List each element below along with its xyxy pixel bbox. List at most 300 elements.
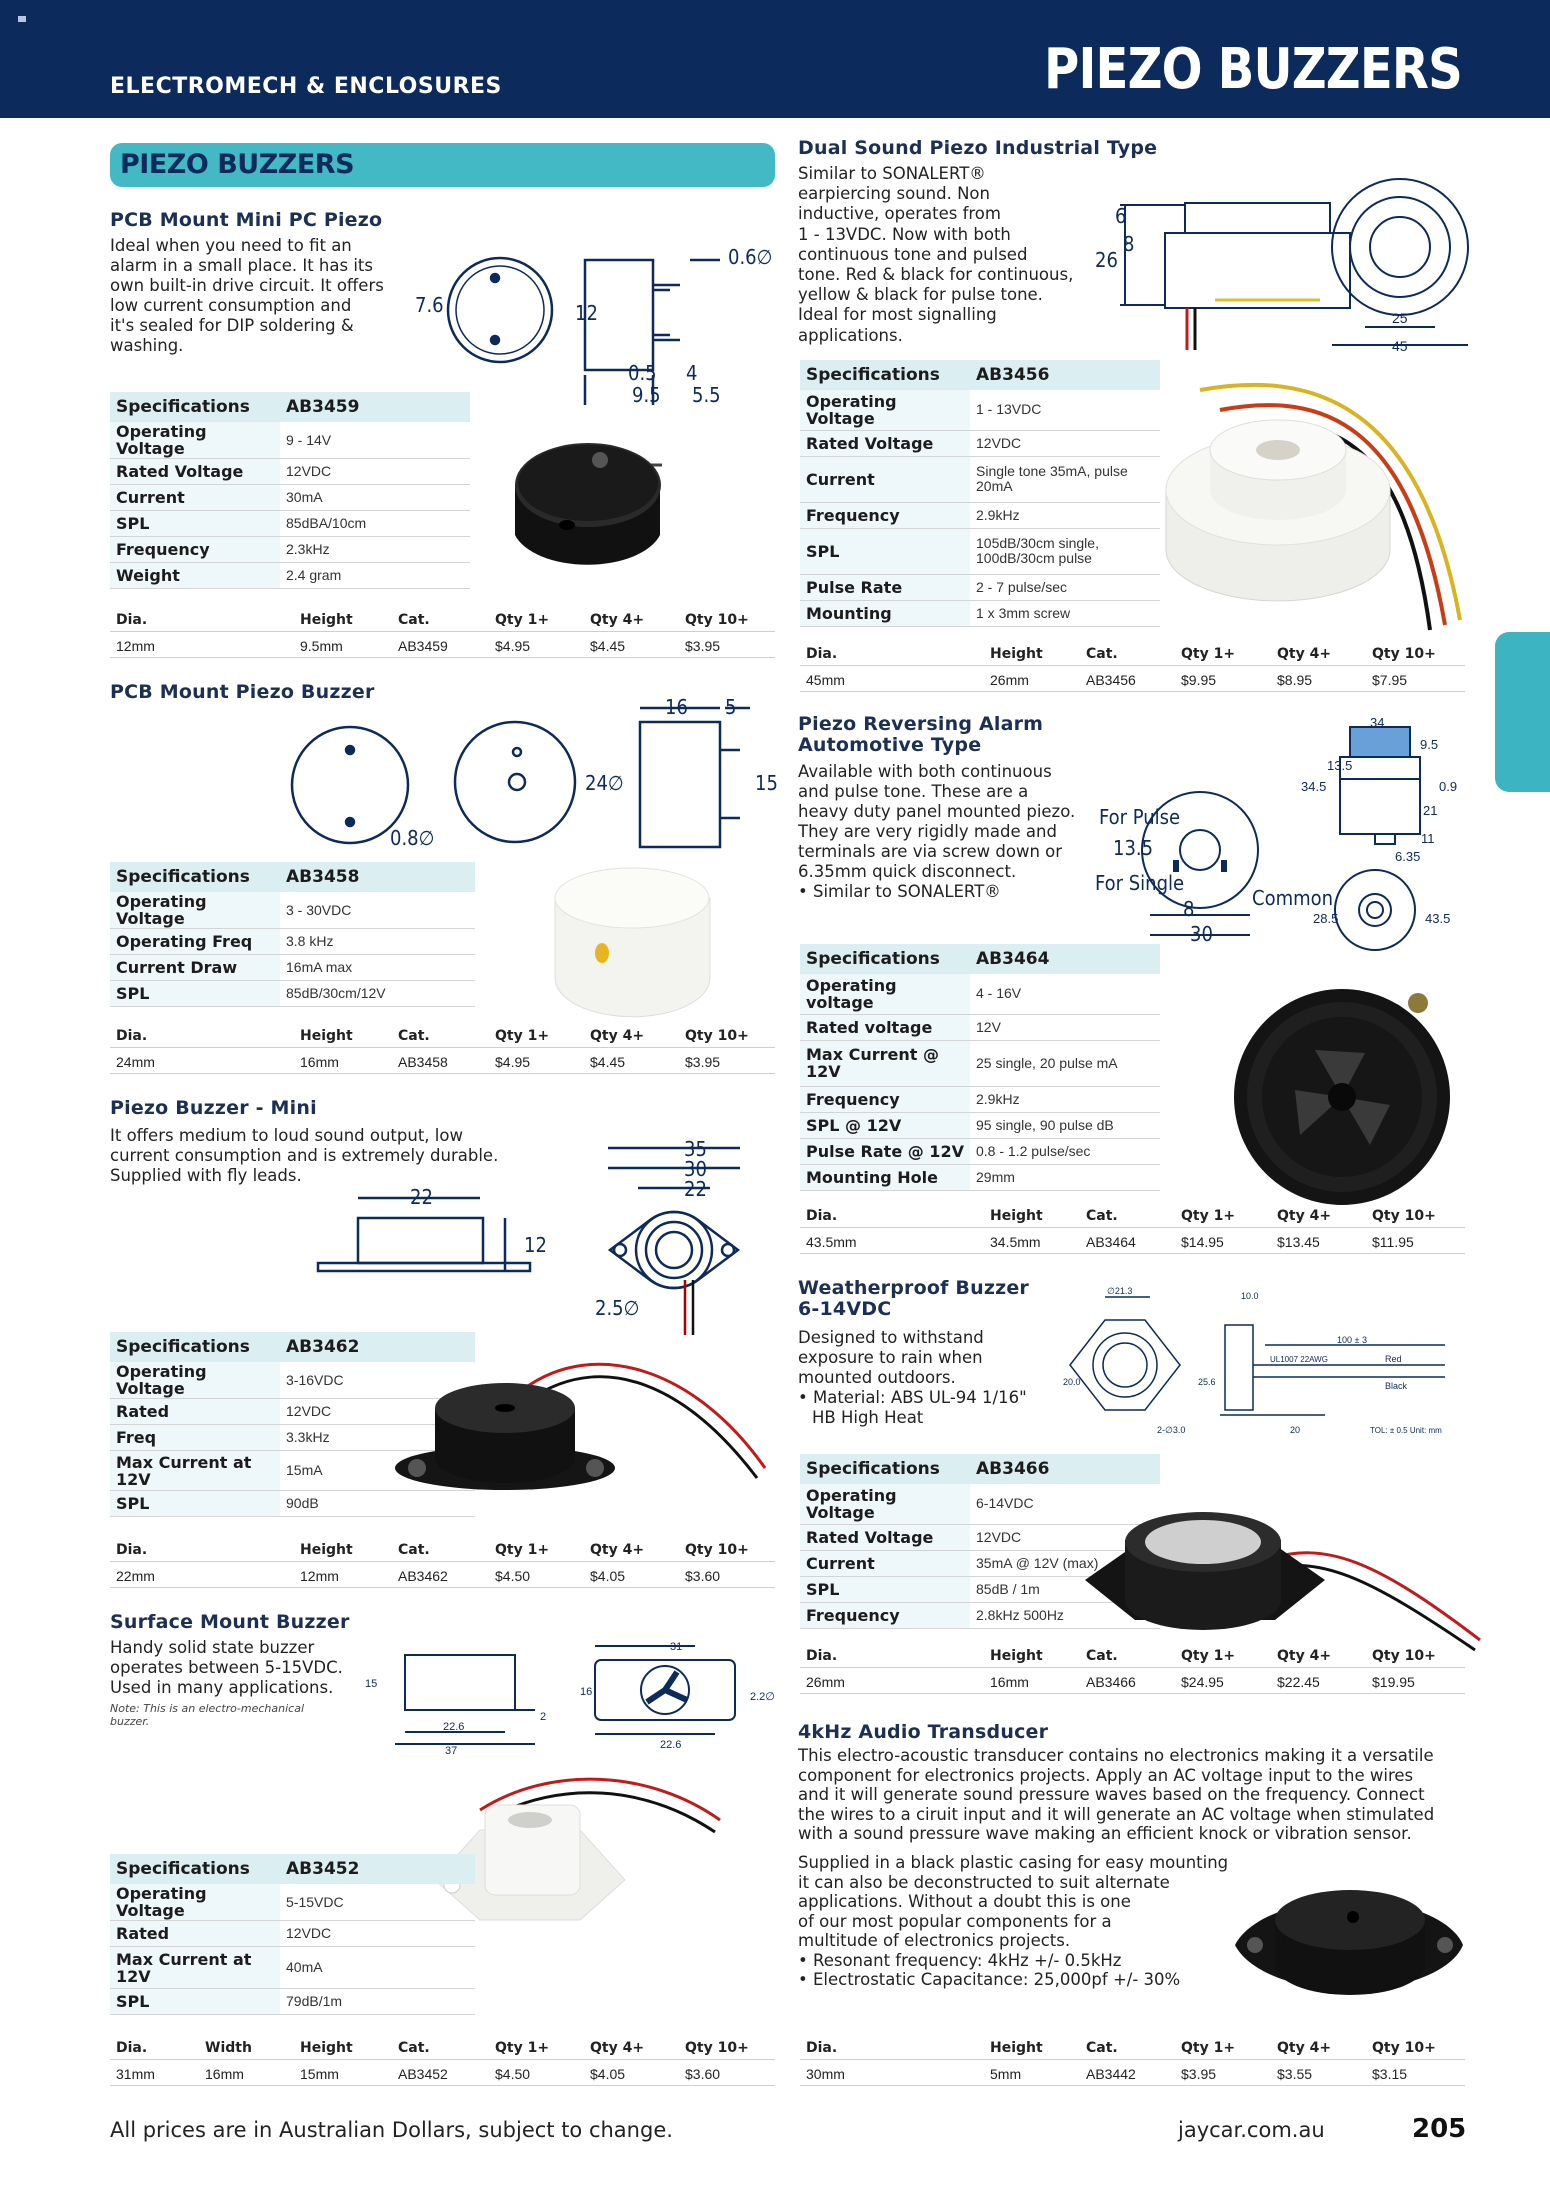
text-field: $3.95 bbox=[685, 638, 721, 654]
price-data-row bbox=[110, 2064, 775, 2086]
product-desc-ab3459 bbox=[110, 236, 410, 356]
text-field: with a sound pressure wave making an efficient knock or vibration sensor. bbox=[798, 1824, 1412, 1843]
text-field: tone. Red & black for continuous, bbox=[798, 265, 1074, 285]
spec-row bbox=[110, 392, 470, 422]
product-photo-ab3456 bbox=[1160, 350, 1480, 640]
text-field: 1 - 13VDC. Now with both bbox=[798, 224, 1011, 244]
text-field: SPL bbox=[110, 1491, 280, 1517]
text-field: 31mm bbox=[116, 2066, 155, 2082]
text-field: ∅21.3 bbox=[1107, 1286, 1133, 1296]
text-field: Height bbox=[300, 2040, 353, 2056]
text-field: 30 bbox=[684, 1157, 707, 1181]
text-field: 28.5 bbox=[1313, 911, 1339, 926]
spec-table-ab3456 bbox=[800, 360, 1160, 627]
spec-row bbox=[800, 528, 1160, 574]
text-field: Qty 1+ bbox=[1181, 1208, 1236, 1224]
text-field: Specifications bbox=[800, 360, 970, 390]
text-field: Frequency bbox=[800, 1086, 970, 1112]
text-field: 16mm bbox=[990, 1674, 1029, 1690]
text-field: Pulse Rate bbox=[800, 574, 970, 600]
text-field: Height bbox=[300, 1028, 353, 1044]
text-field: 0.9 bbox=[1439, 779, 1458, 794]
diagram-ab3452 bbox=[365, 1640, 780, 1755]
text-field: $9.95 bbox=[1181, 672, 1217, 688]
text-field: multitude of electronics projects. bbox=[798, 1931, 1071, 1950]
spec-table-ab3459 bbox=[110, 392, 470, 589]
spec-row bbox=[110, 1989, 475, 2015]
text-field: 25.6 bbox=[1198, 1377, 1216, 1387]
text-field: 12VDC bbox=[280, 1399, 475, 1425]
section-label: ELECTROMECH & ENCLOSURES bbox=[110, 74, 502, 99]
text-field: SPL bbox=[800, 1576, 970, 1602]
text-field: Rated Voltage bbox=[110, 459, 280, 485]
text-field: 105dB/30cm single, 100dB/30cm pulse bbox=[970, 528, 1160, 574]
text-field: AB3452 bbox=[398, 2066, 448, 2082]
text-field: 30 bbox=[1190, 922, 1213, 946]
text-field: $8.95 bbox=[1277, 672, 1313, 688]
product-note-ab3452 bbox=[110, 1702, 304, 1728]
text-field: • Similar to SONALERT® bbox=[798, 882, 1001, 901]
product-desc-ab3456 bbox=[798, 164, 1098, 346]
text-field: 13.5 bbox=[1113, 836, 1154, 860]
text-field: terminals are via screw down or bbox=[798, 842, 1063, 861]
text-field: Pulse Rate @ 12V bbox=[800, 1138, 970, 1164]
product-photo-ab3462 bbox=[395, 1348, 775, 1508]
text-field: buzzer. bbox=[110, 1715, 150, 1728]
text-field: • Resonant frequency: 4kHz +/- 0.5kHz bbox=[798, 1950, 1122, 1970]
text-field: Dia. bbox=[806, 1648, 838, 1664]
page-title: PIEZO BUZZERS bbox=[1044, 37, 1462, 102]
text-field: 85dB / 1m bbox=[970, 1576, 1160, 1602]
text-field: Qty 1+ bbox=[495, 2040, 550, 2056]
text-field: earpiercing sound. Non bbox=[798, 184, 990, 204]
text-field: $24.95 bbox=[1181, 1674, 1224, 1690]
text-field: Operating Voltage bbox=[800, 390, 970, 430]
price-data-row bbox=[110, 636, 775, 658]
text-field: Qty 10+ bbox=[685, 612, 749, 628]
text-field: SPL bbox=[110, 1989, 280, 2015]
price-data-row bbox=[800, 1232, 1465, 1254]
text-field: 2.9kHz bbox=[970, 502, 1160, 528]
spec-header-label: Specifications bbox=[110, 392, 280, 422]
spec-header-code: AB3459 bbox=[280, 392, 470, 422]
text-field: Qty 10+ bbox=[1372, 1648, 1436, 1664]
text-field: Mounting bbox=[800, 600, 970, 626]
text-field: Rated Voltage bbox=[800, 430, 970, 456]
spec-row bbox=[800, 1112, 1160, 1138]
text-field: Available with both continuous bbox=[798, 762, 1052, 781]
text-field: 6.35mm quick disconnect. bbox=[798, 862, 1017, 881]
product-photo-ab3442 bbox=[1235, 1875, 1465, 2015]
text-field: 2-∅3.0 bbox=[1157, 1425, 1186, 1435]
price-header-row bbox=[110, 1026, 775, 1048]
spec-row bbox=[800, 502, 1160, 528]
text-field: 12mm bbox=[116, 638, 155, 654]
text-field: Weight bbox=[110, 563, 280, 589]
text-field: of our most popular components for a bbox=[798, 1911, 1112, 1931]
text-field: 5mm bbox=[990, 2066, 1022, 2082]
text-field: SPL bbox=[800, 528, 970, 574]
text-field: $4.45 bbox=[590, 1054, 626, 1070]
text-field: 2 bbox=[540, 1711, 547, 1723]
text-field: Height bbox=[990, 1648, 1043, 1664]
text-field: AB3458 bbox=[280, 862, 475, 892]
dim-label: 0.5 bbox=[628, 361, 657, 385]
text-field: $19.95 bbox=[1372, 1674, 1415, 1690]
text-field: $3.95 bbox=[1181, 2066, 1217, 2082]
text-field: 15 bbox=[755, 771, 778, 795]
spec-row bbox=[800, 1040, 1160, 1086]
text-field: 9.5 bbox=[1420, 737, 1439, 752]
text-field: Note: This is an electro-mechanical bbox=[110, 1702, 304, 1715]
text-field: Operating Voltage bbox=[110, 1884, 280, 1921]
text-field: $3.15 bbox=[1372, 2066, 1408, 2082]
text-field: 25 bbox=[1392, 310, 1408, 326]
diagram-ab3459 bbox=[410, 240, 790, 410]
text-field: AB3466 bbox=[1086, 1674, 1136, 1690]
text-field: 12mm bbox=[300, 1568, 339, 1584]
text-field: 16mm bbox=[300, 1054, 339, 1070]
text-field: $3.60 bbox=[685, 1568, 721, 1584]
spec-row bbox=[800, 1454, 1160, 1484]
text-field: alarm in a small place. It has its bbox=[110, 256, 373, 275]
text-field: Designed to withstand bbox=[798, 1328, 984, 1347]
text-field: Qty 1+ bbox=[1181, 646, 1236, 662]
diagram-ab3464 bbox=[1095, 715, 1475, 955]
text-field: 15 bbox=[365, 1678, 378, 1690]
spec-row bbox=[110, 511, 470, 537]
diagram-ab3458 bbox=[285, 690, 785, 860]
text-field: it's sealed for DIP soldering & bbox=[110, 316, 354, 335]
text-field: 4 - 16V bbox=[970, 974, 1160, 1014]
text-field: current consumption and is extremely durable. bbox=[110, 1146, 499, 1165]
product-photo-ab3466 bbox=[1085, 1500, 1485, 1650]
product-title-ab3466: Weatherproof Buzzer 6-14VDC bbox=[798, 1277, 1029, 1320]
text-field: Freq bbox=[110, 1425, 280, 1451]
text-field: own built-in drive circuit. It offers bbox=[110, 276, 384, 295]
text-field: 8 bbox=[1183, 897, 1195, 921]
text-field: 22 bbox=[684, 1177, 707, 1201]
text-field: Height bbox=[300, 612, 353, 628]
text-field: Operating Voltage bbox=[110, 1362, 280, 1399]
text-field: Dia. bbox=[116, 1542, 148, 1558]
text-field: 2.3kHz bbox=[280, 537, 470, 563]
text-field: Specifications bbox=[110, 1854, 280, 1884]
text-field: 26 bbox=[1095, 248, 1118, 272]
text-field: This electro-acoustic transducer contains no electronics making it a versatile bbox=[798, 1746, 1434, 1765]
text-field: Specifications bbox=[110, 862, 280, 892]
text-field: 15mA bbox=[280, 1451, 475, 1491]
text-field: 22 bbox=[410, 1185, 433, 1209]
text-field: 26mm bbox=[806, 1674, 845, 1690]
spec-table-ab3464 bbox=[800, 944, 1160, 1191]
text-field: Height bbox=[990, 2040, 1043, 2056]
text-field: Qty 1+ bbox=[495, 1542, 550, 1558]
spec-row bbox=[110, 1921, 475, 1947]
text-field: Qty 10+ bbox=[1372, 2040, 1436, 2056]
product-title-ab3442: 4kHz Audio Transducer bbox=[798, 1721, 1049, 1743]
text-field: Rated bbox=[110, 1399, 280, 1425]
text-field: • Electrostatic Capacitance: 25,000pf +/- 30% bbox=[798, 1970, 1181, 1989]
text-field: 1 x 3mm screw bbox=[970, 600, 1160, 626]
text-field: 12VDC bbox=[280, 1921, 475, 1947]
text-field: 16mm bbox=[205, 2066, 244, 2082]
text-field: 45mm bbox=[806, 672, 845, 688]
text-field: Max Current at 12V bbox=[110, 1451, 280, 1491]
text-field: 21 bbox=[1423, 803, 1438, 818]
text-field: Qty 4+ bbox=[590, 2040, 645, 2056]
text-field: Supplied with fly leads. bbox=[110, 1166, 302, 1185]
text-field: 11 bbox=[1421, 831, 1435, 846]
text-field: Qty 4+ bbox=[1277, 1648, 1332, 1664]
text-field: 79dB/1m bbox=[280, 1989, 475, 2015]
price-data-row bbox=[800, 2064, 1465, 2086]
price-data-row bbox=[110, 1052, 775, 1074]
text-field: 5-15VDC bbox=[280, 1884, 475, 1921]
text-field: 22.6 bbox=[443, 1721, 465, 1733]
text-field: Cat. bbox=[1086, 646, 1118, 662]
text-field: 25 single, 20 pulse mA bbox=[970, 1040, 1160, 1086]
text-field: 16mA max bbox=[280, 955, 475, 981]
text-field: $4.50 bbox=[495, 1568, 531, 1584]
text-field: Cat. bbox=[398, 2040, 430, 2056]
product-photo-ab3464 bbox=[1230, 975, 1460, 1205]
text-field: $13.45 bbox=[1277, 1234, 1320, 1250]
text-field: operates between 5-15VDC. bbox=[110, 1658, 343, 1677]
text-field: 2.4 gram bbox=[280, 563, 470, 589]
spec-row bbox=[800, 1014, 1160, 1040]
text-field: For Single bbox=[1095, 871, 1185, 895]
text-field: 22mm bbox=[116, 1568, 155, 1584]
text-field: Specifications bbox=[110, 1332, 280, 1362]
text-field: AB3456 bbox=[970, 360, 1160, 390]
diagram-ab3456 bbox=[1095, 175, 1475, 355]
dim-label: 12 bbox=[575, 301, 598, 325]
text-field: $3.95 bbox=[685, 1054, 721, 1070]
product-desc-ab3452 bbox=[110, 1638, 370, 1698]
text-field: $3.60 bbox=[685, 2066, 721, 2082]
text-field: 45 bbox=[1392, 338, 1408, 354]
text-field: Ideal when you need to fit an bbox=[110, 236, 352, 255]
spec-row bbox=[110, 485, 470, 511]
text-field: 37 bbox=[445, 1745, 458, 1757]
text-field: 26mm bbox=[990, 672, 1029, 688]
diagram-ab3462 bbox=[310, 1137, 780, 1350]
text-field: Qty 10+ bbox=[685, 1542, 749, 1558]
category-banner bbox=[110, 143, 775, 187]
text-field: 85dB/30cm/12V bbox=[280, 981, 475, 1007]
text-field: 29mm bbox=[970, 1164, 1160, 1190]
text-field: mounted outdoors. bbox=[798, 1368, 956, 1387]
text-field: 34 bbox=[1370, 715, 1385, 730]
spec-row bbox=[800, 360, 1160, 390]
text-field: TOL: ± 0.5 Unit: mm bbox=[1370, 1426, 1442, 1435]
product-photo-ab3459 bbox=[510, 405, 670, 590]
text-field: $4.95 bbox=[495, 638, 531, 654]
text-field: $14.95 bbox=[1181, 1234, 1224, 1250]
text-field: Current bbox=[110, 485, 280, 511]
product-desc2-ab3442 bbox=[798, 1853, 1258, 1990]
dim-label: 7.6 bbox=[415, 293, 444, 317]
banner-label: PIEZO BUZZERS bbox=[120, 149, 355, 180]
spec-row bbox=[800, 390, 1160, 430]
page-header bbox=[0, 0, 1550, 118]
text-field: 0.8 - 1.2 pulse/sec bbox=[970, 1138, 1160, 1164]
text-field: the wires to a ciruit input and it will generate an AC voltage when stimulated bbox=[798, 1804, 1435, 1824]
spec-row bbox=[800, 574, 1160, 600]
text-field: 3.8 kHz bbox=[280, 929, 475, 955]
text-field: • Material: ABS UL-94 1/16" bbox=[798, 1388, 1027, 1407]
text-field: SPL @ 12V bbox=[800, 1112, 970, 1138]
text-field: It offers medium to loud sound output, low bbox=[110, 1126, 463, 1145]
spec-row bbox=[110, 563, 470, 589]
text-field: $3.55 bbox=[1277, 2066, 1313, 2082]
text-field: SPL bbox=[110, 981, 280, 1007]
text-field: Dia. bbox=[116, 2040, 148, 2056]
text-field: Qty 10+ bbox=[685, 2040, 749, 2056]
text-field: washing. bbox=[110, 336, 184, 355]
product-desc-ab3466 bbox=[798, 1328, 1078, 1428]
text-field: They are very rigidly made and bbox=[798, 822, 1057, 841]
text-field: $4.45 bbox=[590, 638, 626, 654]
text-field: AB3456 bbox=[1086, 672, 1136, 688]
product-title-ab3456: Dual Sound Piezo Industrial Type bbox=[798, 137, 1158, 159]
text-field: 40mA bbox=[280, 1947, 475, 1989]
text-field: applications. Without a doubt this is one bbox=[798, 1892, 1131, 1911]
product-desc-ab3464 bbox=[798, 762, 1098, 902]
text-field: 9.5mm bbox=[300, 638, 343, 654]
spec-row bbox=[800, 456, 1160, 502]
text-field: 3 - 30VDC bbox=[280, 892, 475, 929]
text-field: Qty 4+ bbox=[1277, 646, 1332, 662]
text-field: 10.0 bbox=[1241, 1291, 1259, 1301]
text-field: heavy duty panel mounted piezo. bbox=[798, 802, 1076, 821]
spec-row bbox=[800, 600, 1160, 626]
text-field: inductive, operates from bbox=[798, 204, 1001, 224]
text-field: Qty 10+ bbox=[685, 1028, 749, 1044]
text-field: 2.8kHz 500Hz bbox=[970, 1602, 1160, 1628]
text-field: $4.50 bbox=[495, 2066, 531, 2082]
text-field: yellow & black for pulse tone. bbox=[798, 285, 1043, 305]
text-field: 6 bbox=[1115, 204, 1127, 228]
price-header-row bbox=[110, 1540, 775, 1562]
text-field: Qty 4+ bbox=[590, 1542, 645, 1558]
text-field: 90dB bbox=[280, 1491, 475, 1517]
text-field: 12VDC bbox=[970, 430, 1160, 456]
price-header-row bbox=[110, 2038, 775, 2060]
text-field: AB3459 bbox=[398, 638, 448, 654]
product-photo-ab3458 bbox=[550, 858, 730, 1018]
text-field: Black bbox=[1385, 1381, 1408, 1391]
text-field: 24mm bbox=[116, 1054, 155, 1070]
text-field: Height bbox=[990, 1208, 1043, 1224]
text-field: AB3464 bbox=[970, 944, 1160, 974]
product-title-ab3459: PCB Mount Mini PC Piezo bbox=[110, 209, 383, 231]
text-field: 3-16VDC bbox=[280, 1362, 475, 1399]
text-field: 12V bbox=[970, 1014, 1160, 1040]
spec-table-ab3452 bbox=[110, 1854, 475, 2015]
text-field: 13.5 bbox=[1327, 758, 1353, 773]
spec-row bbox=[110, 459, 470, 485]
text-field: Qty 1+ bbox=[495, 1028, 550, 1044]
text-field: $11.95 bbox=[1372, 1234, 1414, 1250]
footer-url-link[interactable]: jaycar.com.au bbox=[1178, 2118, 1325, 2142]
text-field: $22.45 bbox=[1277, 1674, 1320, 1690]
text-field: 9 - 14V bbox=[280, 422, 470, 459]
text-field: 35 bbox=[684, 1137, 707, 1161]
text-field: Cat. bbox=[398, 612, 430, 628]
price-data-row bbox=[800, 1672, 1465, 1694]
text-field: 30mm bbox=[806, 2066, 845, 2082]
text-field: Qty 1+ bbox=[495, 612, 550, 628]
header-mark bbox=[18, 16, 26, 22]
text-field: Single tone 35mA, pulse 20mA bbox=[970, 456, 1160, 502]
text-field: AB3452 bbox=[280, 1854, 475, 1884]
text-field: Max Current at 12V bbox=[110, 1947, 280, 1989]
text-field: 3.3kHz bbox=[280, 1425, 475, 1451]
text-field: Qty 4+ bbox=[1277, 1208, 1332, 1224]
text-field: Cat. bbox=[1086, 2040, 1118, 2056]
text-field: AB3442 bbox=[1086, 2066, 1136, 2082]
text-field: AB3462 bbox=[398, 1568, 448, 1584]
spec-row bbox=[110, 1854, 475, 1884]
text-field: Dia. bbox=[806, 2040, 838, 2056]
text-field: 34.5mm bbox=[990, 1234, 1041, 1250]
price-header-row bbox=[110, 610, 775, 632]
text-field: $7.95 bbox=[1372, 672, 1408, 688]
product-title-ab3458: PCB Mount Piezo Buzzer bbox=[110, 681, 375, 703]
spec-row bbox=[110, 929, 475, 955]
side-tab[interactable] bbox=[1495, 632, 1550, 792]
text-field: Current bbox=[800, 456, 970, 502]
text-field: UL1007 22AWG bbox=[1270, 1355, 1328, 1364]
text-field: 24∅ bbox=[585, 771, 624, 795]
text-field: Operating Voltage bbox=[800, 1484, 970, 1524]
text-field: 15mm bbox=[300, 2066, 339, 2082]
text-field: 2.5∅ bbox=[595, 1296, 640, 1320]
text-field: Operating Voltage bbox=[110, 422, 280, 459]
dim-label: 0.6∅ bbox=[728, 245, 773, 269]
text-field: Width bbox=[205, 2040, 252, 2056]
spec-table-ab3458 bbox=[110, 862, 475, 1007]
price-data-row bbox=[800, 670, 1465, 692]
spec-row bbox=[110, 862, 475, 892]
text-field: $4.05 bbox=[590, 1568, 626, 1584]
product-photo-ab3452 bbox=[430, 1770, 730, 1960]
text-field: 5 bbox=[725, 695, 737, 719]
text-field: Operating Freq bbox=[110, 929, 280, 955]
text-field: exposure to rain when bbox=[798, 1348, 983, 1367]
text-field: 2 - 7 pulse/sec bbox=[970, 574, 1160, 600]
text-field: Supplied in a black plastic casing for easy mounting bbox=[798, 1853, 1229, 1872]
text-field: AB3458 bbox=[398, 1054, 448, 1070]
price-header-row bbox=[800, 644, 1465, 666]
text-field: 6-14VDC bbox=[970, 1484, 1160, 1524]
text-field: 34.5 bbox=[1301, 779, 1327, 794]
text-field: Cat. bbox=[398, 1028, 430, 1044]
text-field: Cat. bbox=[398, 1542, 430, 1558]
spec-row bbox=[110, 981, 475, 1007]
text-field: For Pulse bbox=[1099, 805, 1181, 829]
text-field: Specifications bbox=[800, 944, 970, 974]
spec-row bbox=[110, 537, 470, 563]
text-field: Frequency bbox=[800, 1602, 970, 1628]
price-header-row bbox=[800, 1646, 1465, 1668]
text-field: 30mA bbox=[280, 485, 470, 511]
footer-disclaimer: All prices are in Australian Dollars, subject to change. bbox=[110, 2118, 673, 2142]
text-field: 1 - 13VDC bbox=[970, 390, 1160, 430]
text-field: Qty 10+ bbox=[1372, 1208, 1436, 1224]
